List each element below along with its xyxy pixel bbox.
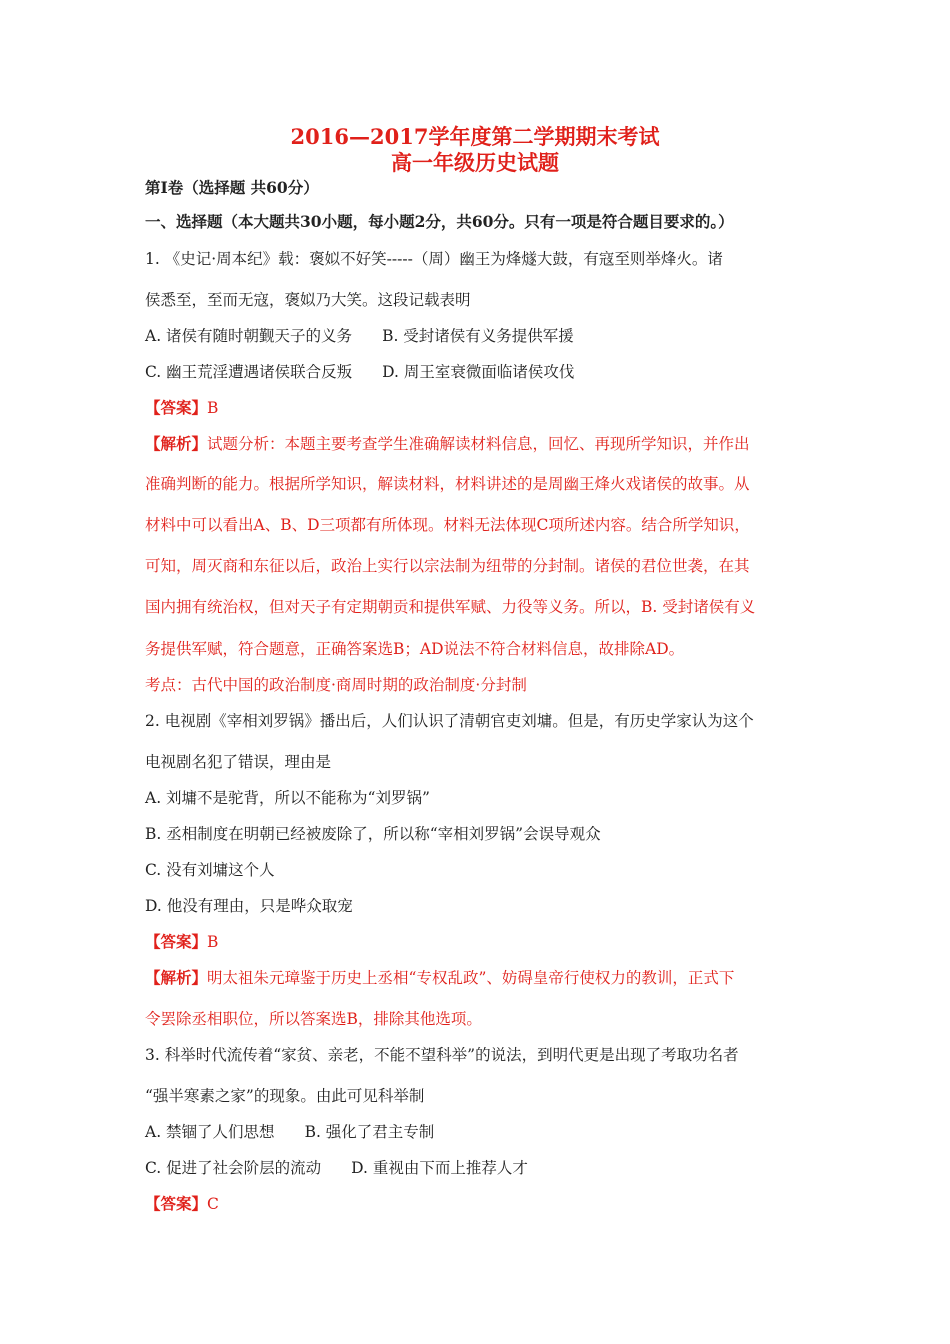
exam-title: 2016—2017学年度第二学期期末考试 bbox=[290, 124, 660, 149]
q3-options-row1 bbox=[145, 1122, 825, 1142]
q3-stem-line1: 3. 科举时代流传着“家贫、亲老，不能不望科举”的说法，到明代更是出现了考取功名者 bbox=[145, 1046, 739, 1064]
answer-tag: 【答案】 bbox=[145, 1194, 208, 1213]
q1-stem-line2: 侯悉至，至而无寇，褒姒乃大笑。这段记载表明 bbox=[145, 291, 471, 309]
q3-option-a: A. 禁锢了人们思想 bbox=[145, 1123, 275, 1141]
q1-exam-point: 考点：古代中国的政治制度·商周时期的政治制度·分封制 bbox=[145, 676, 527, 694]
q3-answer-value: C bbox=[207, 1195, 219, 1213]
q1-option-d: D. 周王室衰微面临诸侯攻伐 bbox=[382, 363, 575, 381]
q3-answer bbox=[145, 1194, 825, 1214]
q1-analysis-line2: 准确判断的能力。根据所学知识，解读材料，材料讲述的是周幽王烽火戏诸侯的故事。从 bbox=[145, 475, 750, 493]
q2-analysis-line1 bbox=[145, 968, 825, 988]
q3-stem-line2: “强半寒素之家”的现象。由此可见科举制 bbox=[145, 1087, 425, 1105]
q2-option-d: D. 他没有理由，只是哗众取宠 bbox=[145, 897, 353, 915]
q1-option-a: A. 诸侯有随时朝觐天子的义务 bbox=[145, 327, 353, 345]
q3-option-c: C. 促进了社会阶层的流动 bbox=[145, 1159, 322, 1177]
q2-option-c: C. 没有刘墉这个人 bbox=[145, 861, 275, 879]
q2-answer-value: B bbox=[207, 933, 219, 951]
q1-options-row2 bbox=[145, 362, 825, 382]
section-instruction: 一、选择题（本大题共30小题，每小题2分，共60分。只有一项是符合题目要求的。） bbox=[145, 212, 734, 231]
q3-options-row2 bbox=[145, 1158, 825, 1178]
q2-stem-line2: 电视剧名犯了错误，理由是 bbox=[145, 753, 332, 771]
q3-option-b: B. 强化了君主专制 bbox=[304, 1123, 435, 1141]
volume-heading: 第Ⅰ卷（选择题 共60分） bbox=[145, 178, 319, 197]
q1-analysis-line3: 材料中可以看出A、B、D三项都有所体现。材料无法体现C项所述内容。结合所学知识， bbox=[145, 516, 750, 534]
q1-option-b: B. 受封诸侯有义务提供军援 bbox=[382, 327, 574, 345]
q3-option-d: D. 重视由下而上推荐人才 bbox=[351, 1159, 528, 1177]
q2-option-b: B. 丞相制度在明朝已经被废除了，所以称“宰相刘罗锅”会误导观众 bbox=[145, 825, 601, 843]
answer-tag: 【答案】 bbox=[145, 932, 208, 951]
q1-answer-value: B bbox=[207, 399, 219, 417]
answer-tag: 【答案】 bbox=[145, 398, 208, 417]
q2-option-a: A. 刘墉不是驼背，所以不能称为“刘罗锅” bbox=[145, 789, 430, 807]
exam-subtitle: 高一年级历史试题 bbox=[391, 150, 559, 175]
q1-analysis-text1: 试题分析：本题主要考查学生准确解读材料信息，回忆、再现所学知识，并作出 bbox=[207, 435, 750, 453]
q1-analysis-line5: 国内拥有统治权，但对天子有定期朝贡和提供军赋、力役等义务。所以，B. 受封诸侯有义 bbox=[145, 598, 756, 616]
q1-answer bbox=[145, 398, 825, 418]
q1-analysis-line6: 务提供军赋，符合题意，正确答案选B；AD说法不符合材料信息，故排除AD。 bbox=[145, 640, 685, 658]
q1-option-c: C. 幽王荒淫遭遇诸侯联合反叛 bbox=[145, 363, 353, 381]
q1-stem-line1: 1. 《史记·周本纪》载：褒姒不好笑-----（周）幽王为烽燧大鼓，有寇至则举烽火。诸 bbox=[145, 250, 723, 268]
q1-analysis-line1 bbox=[145, 434, 825, 454]
q2-stem-line1: 2. 电视剧《宰相刘罗锅》播出后，人们认识了清朝官吏刘墉。但是，有历史学家认为这个 bbox=[145, 712, 754, 730]
q1-options-row1 bbox=[145, 326, 825, 346]
analysis-tag: 【解析】 bbox=[145, 434, 208, 453]
q2-answer bbox=[145, 932, 825, 952]
q2-analysis-text1: 明太祖朱元璋鉴于历史上丞相“专权乱政”、妨碍皇帝行使权力的教训，正式下 bbox=[207, 969, 735, 987]
q2-analysis-line2: 令罢除丞相职位，所以答案选B，排除其他选项。 bbox=[145, 1010, 482, 1028]
q1-analysis-line4: 可知，周灭商和东征以后，政治上实行以宗法制为纽带的分封制。诸侯的君位世袭，在其 bbox=[145, 557, 750, 575]
analysis-tag: 【解析】 bbox=[145, 968, 208, 987]
